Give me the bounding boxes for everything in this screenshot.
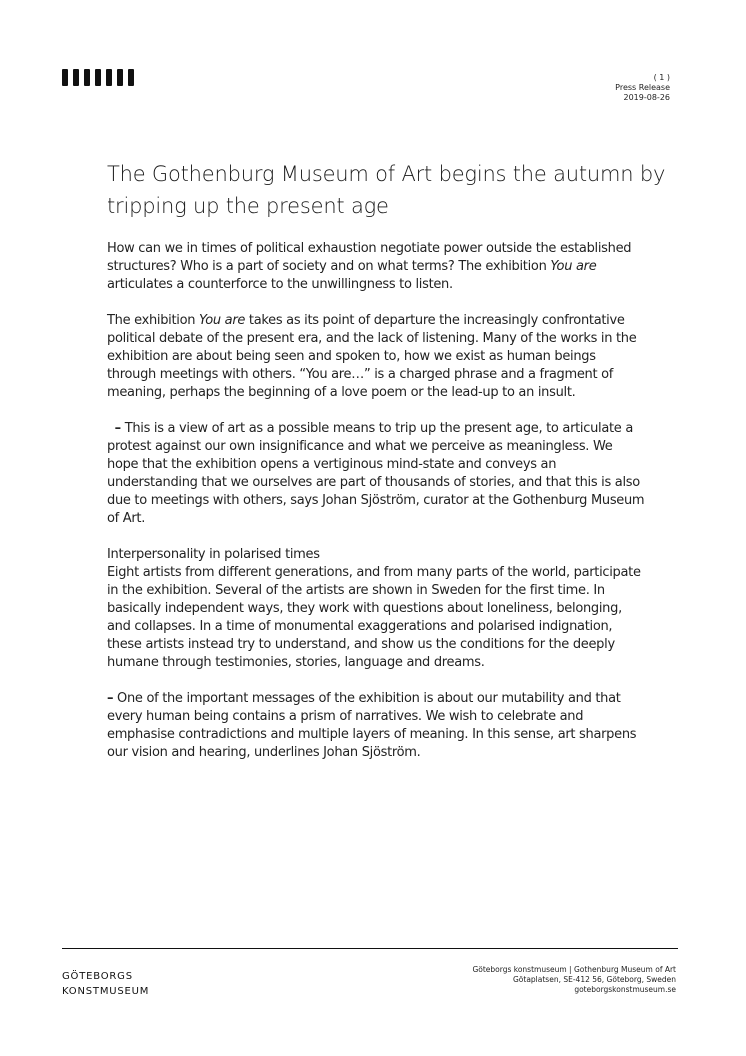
page-title: The Gothenburg Museum of Art begins the autumn by tripping up the present age (107, 162, 666, 218)
quote-dash: – (107, 691, 114, 706)
address-line: Götaplatsen, SE-412 56, Göteborg, Sweden (512, 975, 676, 984)
address-line: Göteborgs konstmuseum | Gothenburg Museum of Art (472, 965, 676, 974)
footer-divider (62, 948, 678, 949)
intro-text: How can we in times of political exhaustion negotiate power outside the established structures? Who is a part of society and on what terms? The exhibition (107, 241, 632, 274)
logo-bar (128, 69, 134, 86)
article-body (107, 240, 647, 780)
document-type: Press Release (615, 83, 670, 92)
page-number: ( 1 ) (653, 73, 670, 82)
quote-dash: – (114, 421, 121, 436)
section-paragraph (107, 546, 647, 672)
document-meta (615, 73, 670, 103)
exhibition-name: You are (199, 313, 246, 328)
context-text: The exhibition (107, 313, 200, 328)
quote-text: This is a view of art as a possible means to trip up the present age, to articulate a protest against our own insignificance and what we perceive as meaningless. We hope that the exhibition opens a vertiginous mind-state and conveys an understanding that we ourselves are part of thousands of stories, and that this is also due to meetings with others, says Johan Sjöström, curator at the Gothenburg Museum of Art. (107, 421, 645, 526)
curator-quote-2 (107, 690, 647, 762)
release-date: 2019-08-26 (623, 93, 670, 102)
section-text: Eight artists from different generations, and from many parts of the world, participate in the exhibition. Several of the artists are shown in Sweden for the first time. In basically independent ways, they work with questions about loneliness, belonging, and collapses. In a time of monumental exaggerations and polarised indignation, these artists instead try to understand, and show us the conditions for the deeply humane through testimonies, stories, language and dreams. (107, 565, 641, 670)
website-text: goteborgskonstmuseum.se (574, 985, 676, 994)
exhibition-name: You are (550, 259, 597, 274)
context-paragraph (107, 312, 647, 402)
logo-bar (117, 69, 123, 86)
curator-quote-1 (107, 420, 647, 528)
museum-logo (62, 69, 134, 86)
logo-bar (106, 69, 112, 86)
brand-line: GÖTEBORGS (62, 971, 133, 982)
museum-address (472, 965, 676, 995)
logo-bar (84, 69, 90, 86)
brand-wordmark (62, 969, 149, 999)
logo-bar (73, 69, 79, 86)
brand-line: KONSTMUSEUM (62, 986, 150, 997)
quote-text: One of the important messages of the exhibition is about our mutability and that every human being contains a prism of narratives. We wish to celebrate and emphasise contradictions and multiple layers of meaning. In this sense, art sharpens our vision and hearing, underlines Johan Sjöström. (107, 691, 637, 760)
section-heading: Interpersonality in polarised times (107, 547, 320, 562)
logo-bar (95, 69, 101, 86)
intro-text-end: articulates a counterforce to the unwillingness to listen. (107, 277, 453, 292)
context-text-end: takes as its point of departure the increasingly confrontative political debate of the present era, and the lack of listening. Many of the works in the exhibition are about being seen and spoken to, how we exist as human beings through meetings with others. “You are…” is a charged phrase and a fragment of meaning, perhaps the beginning of a love poem or the lead-up to an insult. (107, 313, 637, 400)
intro-paragraph (107, 240, 647, 294)
logo-bar (62, 69, 68, 86)
